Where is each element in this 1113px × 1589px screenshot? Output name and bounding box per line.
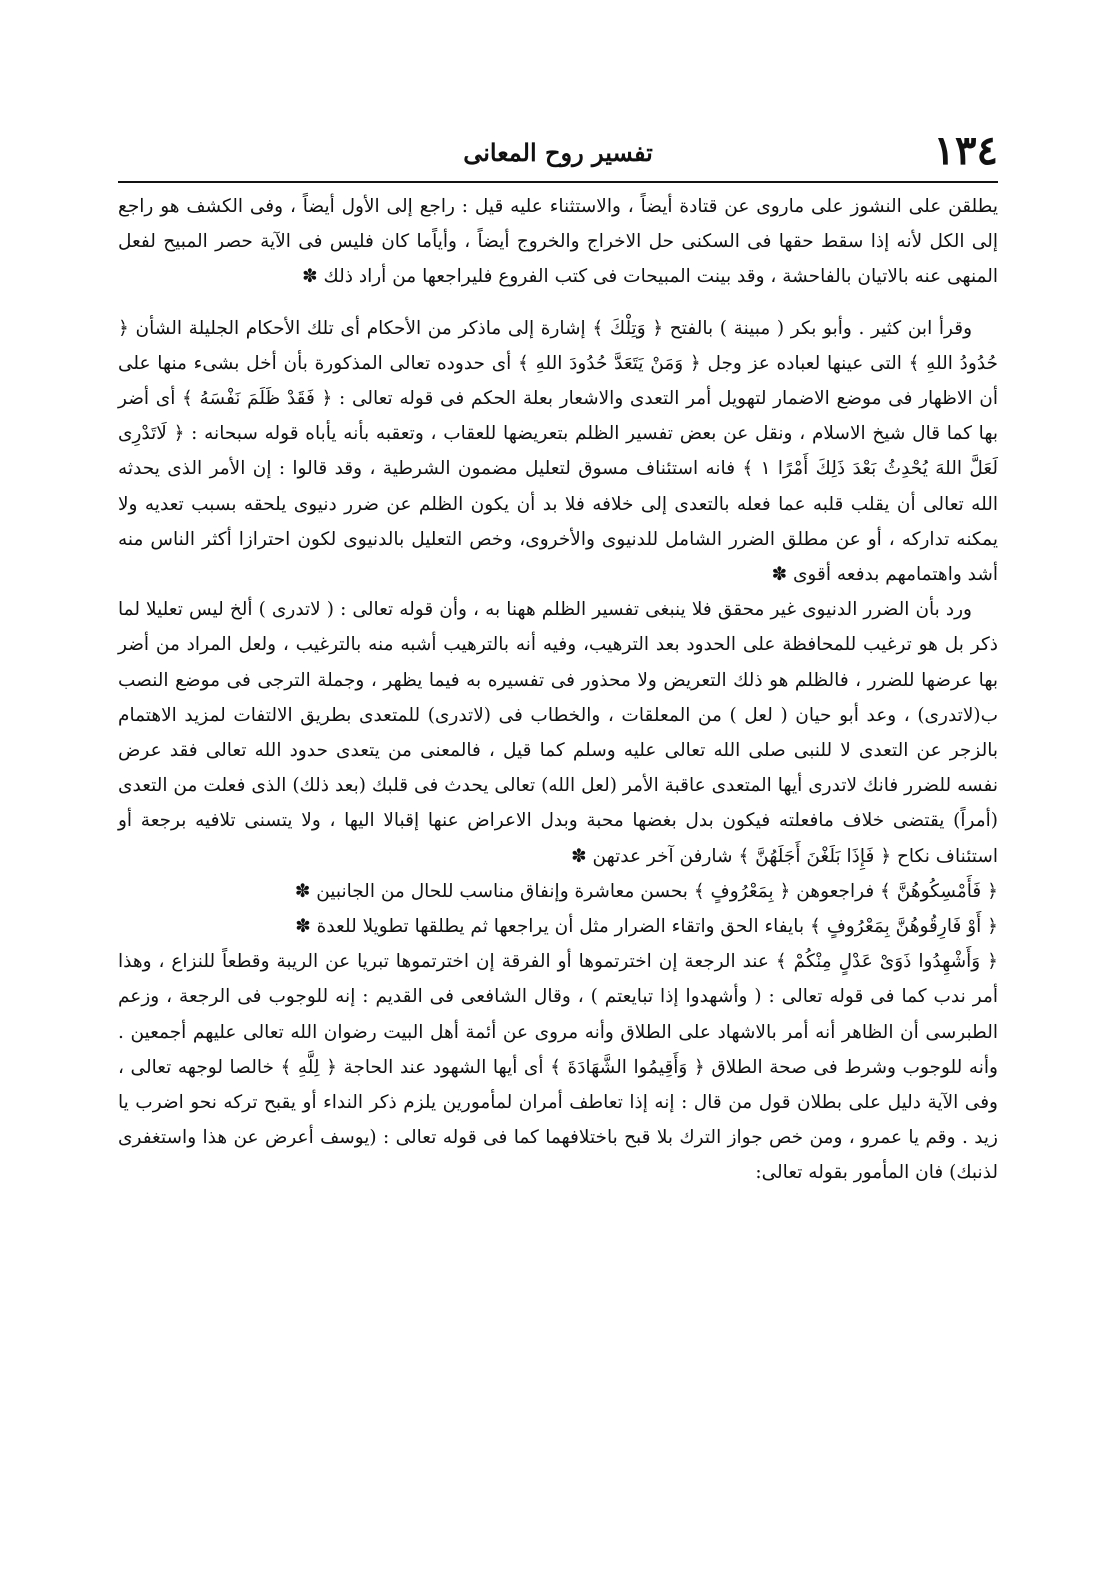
page-number: ١٣٤ xyxy=(933,127,998,174)
body-text xyxy=(118,189,998,1191)
running-title: تفسير روح المعانى xyxy=(463,138,653,167)
paragraph: ﴿ فَأَمْسِكُوهُنَّ ﴾ فراجعوهن ﴿ بِمَعْرُوفٍ ﴾ بحسن معاشرة وإنفاق مناسب للحال من الجانبين ✽ xyxy=(294,880,998,902)
paragraph: ﴿ وَأَشْهِدُوا ذَوَىْ عَدْلٍ مِنْكُمْ ﴾ عند الرجعة إن اخترتموها أو الفرقة إن اخترتموها تبريا عن الريبة وقطعاً للنزاع ، وهذا أمر ندب كما فى قوله تعالى : ( وأشهدوا إذا تبايعتم ) ، وقال الشافعى فى القديم : إنه للوجوب فى الرجعة ، وزعم الطبرسى أن الظاهر أنه أمر بالاشهاد على الطلاق وأنه مروى عن أئمة أهل البيت رضوان الله تعالى عليهم أجمعين . وأنه للوجوب وشرط فى صحة الطلاق ﴿ وَأَقِيمُوا الشَّهَادَةَ ﴾ أى أيها الشهود عند الحاجة ﴿ لِلَّهِ ﴾ خالصا لوجهه تعالى ، وفى الآية دليل على بطلان قول من قال : إنه إذا تعاطف أمران لمأمورين يلزم ذكر النداء أو يقبح تركه نحو اضرب يا زيد . وقم يا عمرو ، ومن خص جواز الترك بلا قبح باختلافهما كما فى قوله تعالى : (يوسف أعرض عن هذا واستغفرى لذنبك) فان المأمور بقوله تعالى: xyxy=(118,951,998,1184)
page xyxy=(118,125,998,1465)
paragraph: يطلقن على النشوز على ماروى عن قتادة أيضاً ، والاستثناء عليه قيل : راجع إلى الأول أيضاً ، وفى الكشف هو راجع إلى الكل لأنه إذا سقط حقها فى السكنى حل الاخراج والخروج أيضاً ، وأياًما كان فليس فى الآية حصر المبيح لفعل المنهى عنه بالاتيان بالفاحشة ، وقد بينت المبيحات فى كتب الفروع فليراجعها من أراد ذلك ✽ xyxy=(118,196,998,288)
paragraph: ﴿ أَوْ فَارِقُوهُنَّ بِمَعْرُوفٍ ﴾ بايفاء الحق واتقاء الضرار مثل أن يراجعها ثم يطلقها تطويلا للعدة ✽ xyxy=(295,916,998,938)
page-header xyxy=(118,125,998,183)
paragraph: ورد بأن الضرر الدنيوى غير محقق فلا ينبغى تفسير الظلم ههنا به ، وأن قوله تعالى : ( لاتدرى ) ألخ ليس تعليلا لما ذكر بل هو ترغيب للمحافظة على الحدود بعد الترهيب، وفيه أنه بالترهيب أشبه منه بالترغيب ، ولعل المراد من أضر بها عرضها للضرر ، فالظلم هو ذلك التعريض ولا محذور فى تفسيره به فيما يظهر ، وجملة الترجى فى موضع النصب ب(لاتدرى) ، وعد أبو حيان ( لعل ) من المعلقات ، والخطاب فى (لاتدرى) للمتعدى بطريق الالتفات لمزيد الاهتمام بالزجر عن التعدى لا للنبى صلى الله تعالى عليه وسلم كما قيل ، فالمعنى من يتعدى حدود الله تعالى فقد عرض نفسه للضرر فانك لاتدرى أيها المتعدى عاقبة الأمر (لعل الله) تعالى يحدث فى قلبك (بعد ذلك) الذى فعلت من التعدى (أمراً) يقتضى خلاف مافعلته فيكون بدل بغضها محبة وبدل الاعراض عنها إقبالا اليها ، ولا يتسنى تلافيه برجعة أو استئناف نكاح ﴿ فَإِذَا بَلَغْنَ أَجَلَهُنَّ ﴾ شارفن آخر عدتهن ✽ xyxy=(118,599,998,867)
paragraph: وقرأ ابن كثير . وأبو بكر ( مبينة ) بالفتح ﴿ وَتِلْكَ ﴾ إشارة إلى ماذكر من الأحكام أى تلك الأحكام الجليلة الشأن ﴿ حُدُودُ اللهِ ﴾ التى عينها لعباده عز وجل ﴿ وَمَنْ يَتَعَدَّ حُدُودَ اللهِ ﴾ أى حدوده تعالى المذكورة بأن أخل بشىء منها على أن الاظهار فى موضع الاضمار لتهويل أمر التعدى والاشعار بعلة الحكم فى قوله تعالى : ﴿ فَقَدْ ظَلَمَ نَفْسَهُ ﴾ أى أضر بها كما قال شيخ الاسلام ، ونقل عن بعض تفسير الظلم بتعريضها للعقاب ، وتعقبه بأنه يأباه قوله سبحانه : ﴿ لَاتَدْرِى لَعَلَّ اللهَ يُحْدِثُ بَعْدَ ذَلِكَ أَمْرًا ١ ﴾ فانه استئناف مسوق لتعليل مضمون الشرطية ، وقد قالوا : إن الأمر الذى يحدثه الله تعالى أن يقلب قلبه عما فعله بالتعدى إلى خلافه فلا بد أن يكون الظلم عن ضرر دنيوى يلحقه بسبب تعديه ولا يمكنه تداركه ، أو عن مطلق الضرر الشامل للدنيوى والأخروى، وخص التعليل بالدنيوى لكون احترازا أكثر الناس منه أشد واهتمامهم بدفعه أقوى ✽ xyxy=(118,317,998,586)
